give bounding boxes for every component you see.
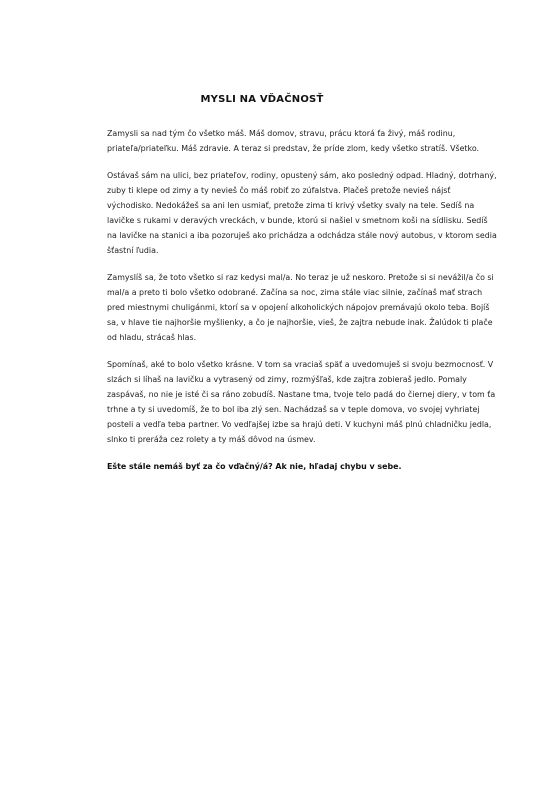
paragraph-2: Ostávaš sám na ulici, bez priateľov, rodiny, opustený sám, ako posledný odpad. Hladný, dotrhaný, zuby ti klepe od zimy a ty nevieš čo máš robiť zo zúfalstva. Plačeš pretože nevieš nájsť východisko. Nedokážeš sa ani len usmiať, pretože zima ti krivý všetky svaly na tele. Sedíš na lavičke s rukami v deravých vreckách, v bunde, ktorú si našiel v smetnom koši na sídlisku. Sedíš na lavičke na stanici a iba pozoruješ ako prichádza a odchádza stále nový autobus, v ktorom sedia šťastní ľudia. [107,171,497,255]
closing-statement: Ešte stále nemáš byť za čo vďačný/á? Ak nie, hľadaj chybu v sebe. [107,462,402,471]
paragraph-4: Spomínaš, aké to bolo všetko krásne. V tom sa vraciaš späť a uvedomuješ si svoju bezmocnosť. V slzách si líhaš na lavičku a vytrasený od zimy, rozmýšľaš, kde zajtra zobieraš jedlo. Pomaly zaspávaš, no nie je isté či sa ráno zobudíš. Nastane tma, tvoje telo padá do čiernej diery, v tom ťa trhne a ty si uvedomíš, že to bol iba zlý sen. Nachádzaš sa v teple domova, vo svojej vyhriatej posteli a vedľa teba partner. Vo vedľajšej izbe sa hrajú deti. V kuchyni máš plnú chladničku jedla, slnko ti preráža cez rolety a ty máš dôvod na úsmev. [107,360,496,444]
document-title: MYSLI NA VĎAČNOSŤ [200,94,324,105]
paragraph-1: Zamysli sa nad tým čo všetko máš. Máš domov, stravu, prácu ktorá ťa živý, máš rodinu, priateľa/priateľku. Máš zdravie. A teraz si predstav, že príde zlom, kedy všetko stratíš. Všetko. [107,129,480,153]
paragraph-3: Zamyslíš sa, že toto všetko si raz kedysi mal/a. No teraz je už neskoro. Pretože si si nevážil/a čo si mal/a a preto ti bolo všetko odobrané. Začína sa noc, zima stále viac silnie, začínaš mať strach pred miestnymi chuligánmi, ktorí sa v opojení alkoholických nápojov premávajú okolo teba. Bojíš sa, v hlave tie najhoršie myšlienky, a čo je najhoršie, vieš, že zajtra nebude inak. Žalúdok ti plače od hladu, strácaš hlas. [107,273,494,342]
document-body [107,126,497,486]
